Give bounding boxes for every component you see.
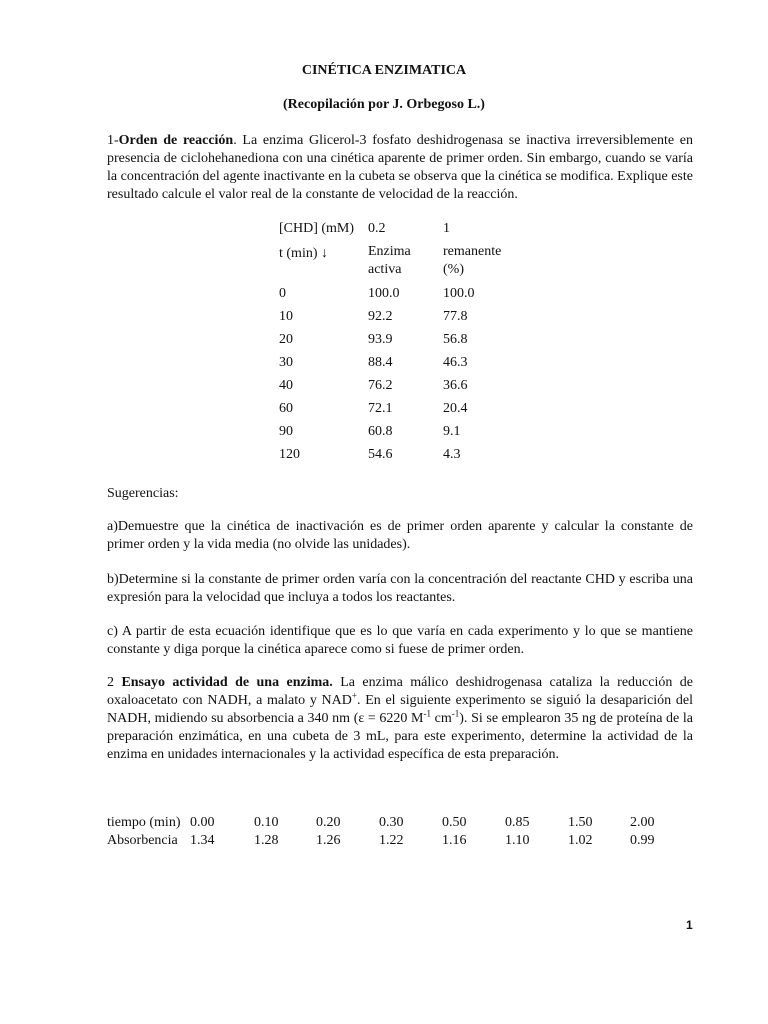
tiempo-value: 0.30 xyxy=(379,815,404,830)
problem2-text-d: ). Si se emplearon 35 ng de proteína de la preparación enzimática, en una cubeta de 3 mL, para este experimento, determine la actividad de la enzima en unidades internacionales y la actividad específica de esta preparación. xyxy=(107,711,694,762)
problem2-text-a: La enzima málico deshidrogenasa cataliza la reducción de oxaloacetato con NADH, a malato y NAD xyxy=(107,675,694,708)
tiempo-label: tiempo (min) xyxy=(107,815,181,830)
suggestion-b: b)Determine si la constante de primer orden varía con la concentración del reactante CHD y escriba una expresión para la velocidad que incluya a todos los reactantes. xyxy=(107,572,693,605)
molar-exponent: -1 xyxy=(423,708,432,719)
table-cell: 100.0 xyxy=(443,286,475,301)
table-cell: 60 xyxy=(279,401,293,416)
table-cell: 60.8 xyxy=(368,424,393,439)
tiempo-value: 0.20 xyxy=(316,815,341,830)
absorbencia-value: 1.22 xyxy=(379,833,404,848)
problem1-number: 1- xyxy=(107,133,119,148)
table-cell: 9.1 xyxy=(443,424,461,439)
problem2-paragraph xyxy=(107,674,693,764)
table-header-conc-1: 0.2 xyxy=(368,221,386,236)
problem2-number: 2 xyxy=(107,675,122,690)
table-cell: 120 xyxy=(279,447,300,462)
table-header-chd: [CHD] (mM) xyxy=(279,221,355,236)
table-header-conc-2: 1 xyxy=(443,221,450,236)
page-subtitle: (Recopilación por J. Orbegoso L.) xyxy=(283,97,485,112)
table-cell: 92.2 xyxy=(368,309,393,324)
table-cell: 0 xyxy=(279,286,286,301)
page-title: CINÉTICA ENZIMATICA xyxy=(301,63,467,78)
tiempo-value: 2.00 xyxy=(630,815,655,830)
problem2-text-c: cm xyxy=(431,711,452,726)
table-cell: 20.4 xyxy=(443,401,468,416)
cm-exponent: -1 xyxy=(451,708,460,719)
problem2-text-b: . En el siguiente experimento se siguió la desaparición del NADH, midiendo su absorbencia a 340 nm (ε = 6220 M xyxy=(107,693,693,726)
table-time-header: t (min) ↓ xyxy=(279,246,328,261)
table-sub-enzima: Enzima xyxy=(368,244,411,259)
absorbencia-label: Absorbencia xyxy=(107,833,178,848)
table-cell: 30 xyxy=(279,355,293,370)
absorbencia-value: 0.99 xyxy=(630,833,655,848)
page-number: 1 xyxy=(686,918,693,932)
tiempo-value: 0.10 xyxy=(254,815,279,830)
table-cell: 72.1 xyxy=(368,401,393,416)
table-cell: 46.3 xyxy=(443,355,468,370)
table-cell: 56.8 xyxy=(443,332,468,347)
table-cell: 77.8 xyxy=(443,309,468,324)
tiempo-value: 1.50 xyxy=(568,815,593,830)
tiempo-value: 0.50 xyxy=(442,815,467,830)
absorbencia-value: 1.10 xyxy=(505,833,530,848)
table-sub-percent: (%) xyxy=(443,262,464,277)
table-cell: 20 xyxy=(279,332,293,347)
problem1-heading: Orden de reacción xyxy=(118,133,234,148)
absorbencia-value: 1.02 xyxy=(568,833,593,848)
absorbencia-value: 1.34 xyxy=(190,833,215,848)
table-cell: 93.9 xyxy=(368,332,393,347)
table-cell: 54.6 xyxy=(368,447,393,462)
table-cell: 100.0 xyxy=(368,286,400,301)
problem1-text: . La enzima Glicerol-3 fosfato deshidrogenasa se inactiva irreversiblemente en presencia de ciclohehanediona con una cinética aparente de primer orden. Sin embargo, cuando se varía la concentración del agente inactivante en la cubeta se observa que la cinética se modifica. Explique este resultado calcule el valor real de la constante de velocidad de la reacción. xyxy=(107,133,693,202)
table-cell: 88.4 xyxy=(368,355,393,370)
table-cell: 4.3 xyxy=(443,447,461,462)
table-cell: 76.2 xyxy=(368,378,393,393)
table-sub-remanente: remanente xyxy=(443,244,502,259)
suggestion-a: a)Demuestre que la cinética de inactivación es de primer orden aparente y calcular la constante de primer orden y la vida media (no olvide las unidades). xyxy=(107,519,693,552)
table-sub-activa: activa xyxy=(368,262,402,277)
tiempo-value: 0.00 xyxy=(190,815,215,830)
suggestion-c: c) A partir de esta ecuación identifique que es lo que varía en cada experimento y lo que se mantiene constante y diga porque la cinética aparece como si fuese de primer orden. xyxy=(107,624,693,657)
problem1-paragraph xyxy=(107,132,693,204)
tiempo-value: 0.85 xyxy=(505,815,530,830)
table-cell: 40 xyxy=(279,378,293,393)
table-cell: 90 xyxy=(279,424,293,439)
table-cell: 36.6 xyxy=(443,378,468,393)
table-cell: 10 xyxy=(279,309,293,324)
absorbencia-value: 1.26 xyxy=(316,833,341,848)
suggestions-label: Sugerencias: xyxy=(107,486,179,501)
absorbencia-value: 1.16 xyxy=(442,833,467,848)
absorbencia-value: 1.28 xyxy=(254,833,279,848)
problem2-heading: Ensayo actividad de una enzima. xyxy=(121,675,333,690)
nad-plus-superscript: + xyxy=(351,690,357,701)
